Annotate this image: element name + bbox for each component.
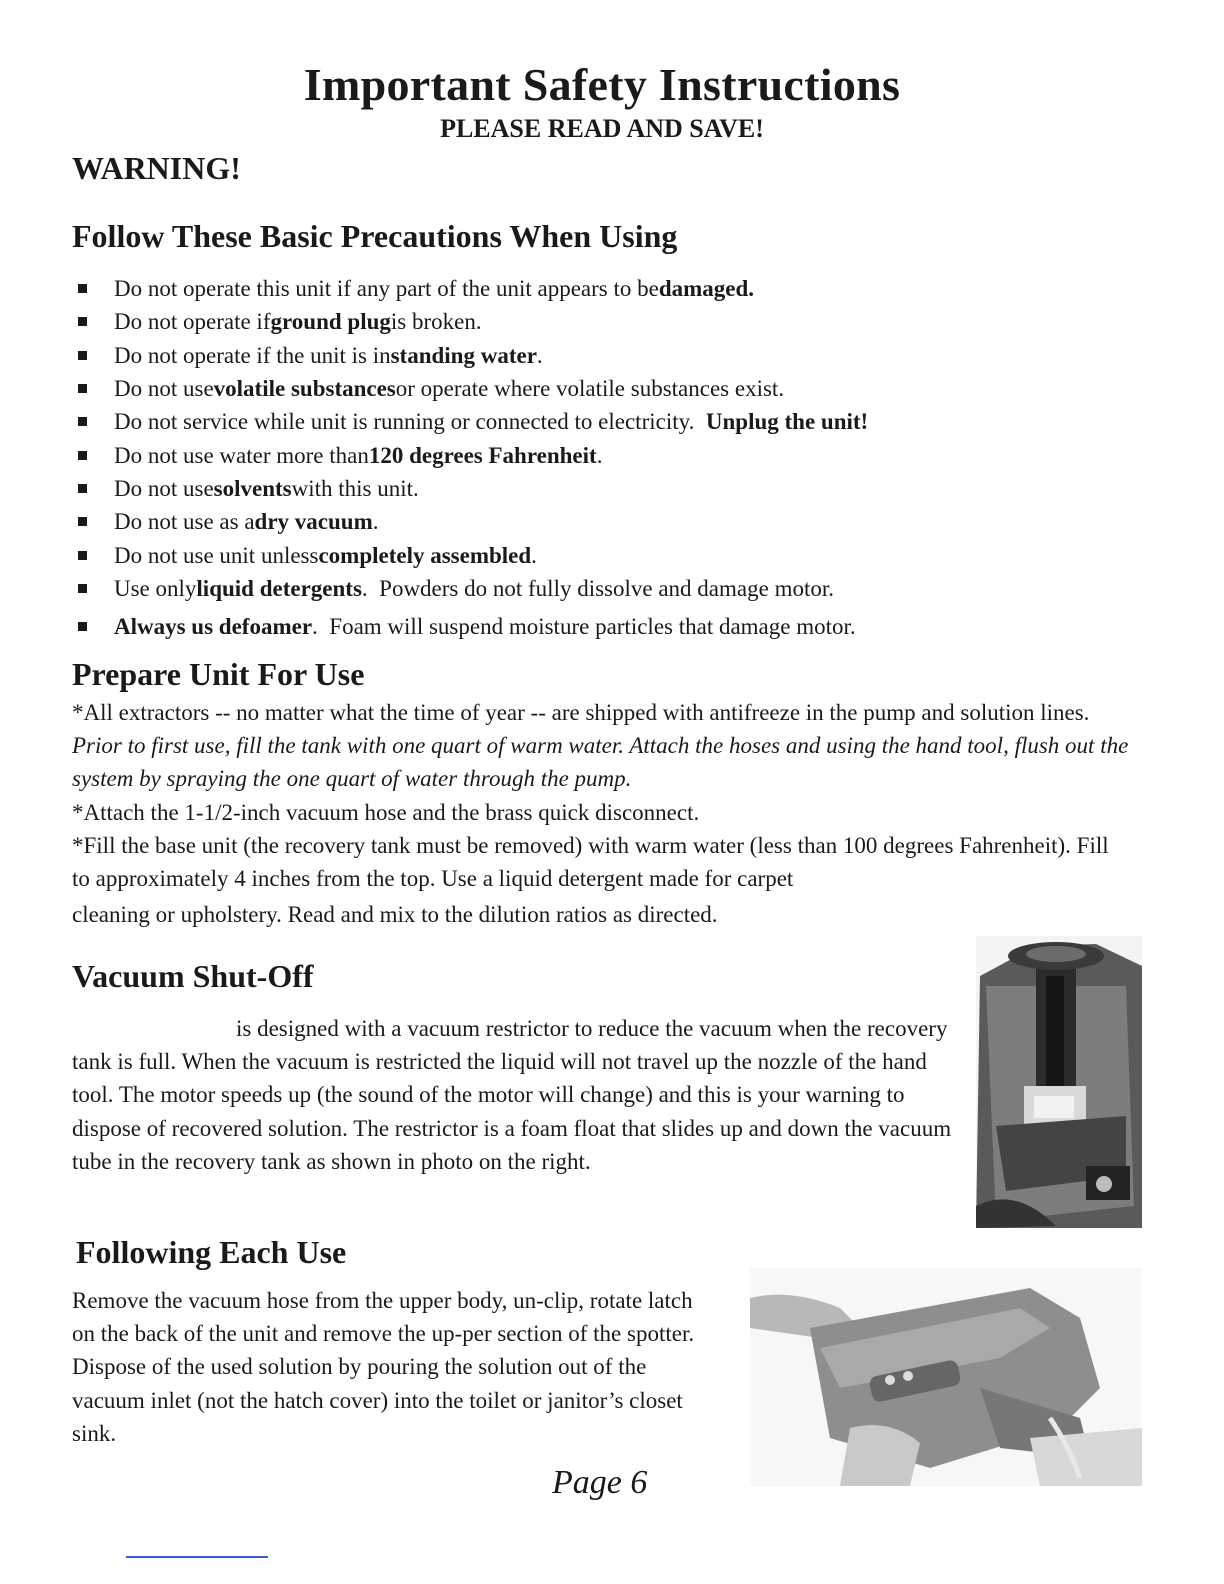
bullet-icon	[78, 417, 87, 426]
spotter-emptying-photo	[750, 1268, 1142, 1486]
recovery-tank-photo	[976, 936, 1142, 1228]
prepare-paragraph-2: *Attach the 1-1/2-inch vacuum hose and the brass quick disconnect.	[72, 799, 700, 825]
page-subtitle: PLEASE READ AND SAVE!	[440, 114, 764, 143]
precautions-heading: Follow These Basic Precautions When Using	[72, 218, 678, 254]
following-heading: Following Each Use	[76, 1234, 347, 1270]
bullet-icon	[78, 284, 87, 293]
bullet-icon	[78, 351, 87, 360]
list-item: Do not use solvents with this unit.	[78, 472, 1138, 505]
list-item: Do not use as a dry vacuum .	[78, 505, 1138, 538]
bullet-icon	[78, 384, 87, 393]
list-item: Do not operate if ground plug is broken.	[78, 305, 1138, 338]
list-item: Do not operate this unit if any part of the unit appears to be damaged.	[78, 272, 1138, 305]
divider	[126, 1556, 268, 1558]
prepare-paragraph-1: *All extractors -- no matter what the time of year -- are shipped with antifreeze in the pump and solution lines.	[72, 700, 1090, 725]
vacuum-text: is designed with a vacuum restrictor to reduce the vacuum when the recovery tank is full. When the vacuum is restricted the liquid will not travel up the nozzle of the hand tool. The motor speeds up (the sound of the motor will change) and this is your warning to dispose of recovered solution. The restrictor is a foam float that slides up and down the vacuum tube in the recovery tank as shown in photo on the right.	[72, 1016, 952, 1174]
list-item: Do not use volatile substances or operate where volatile substances exist.	[78, 372, 1138, 405]
bullet-icon	[78, 484, 87, 493]
vacuum-heading: Vacuum Shut-Off	[72, 958, 314, 994]
warning-heading: WARNING!	[72, 150, 241, 186]
following-body: Remove the vacuum hose from the upper body, un-clip, rotate latch on the back of the unit and remove the up-per section of the spotter. Dispose of the used solution by pouring the solution out of the vacuum inlet (not the hatch cover) into the toilet or janitor’s closet sink.	[72, 1288, 695, 1446]
bullet-icon	[78, 451, 87, 460]
page-title: Important Safety Instructions	[303, 59, 901, 110]
page-number: Page 6	[552, 1464, 648, 1501]
prepare-paragraph-3: *Fill the base unit (the recovery tank must be removed) with warm water (less than 100 degrees Fahrenheit). Fill to approximately 4 inches from the top. Use a liquid detergent made for carpet	[72, 832, 1109, 892]
prepare-paragraph-3-end: cleaning or upholstery. Read and mix to the dilution ratios as directed.	[72, 902, 718, 928]
list-item: Do not operate if the unit is in standing water .	[78, 339, 1138, 372]
precautions-list	[78, 272, 1138, 643]
list-item: Always us defoamer . Foam will suspend moisture particles that damage motor.	[78, 610, 1138, 643]
bullet-icon	[78, 317, 87, 326]
bullet-icon	[78, 517, 87, 526]
bullet-icon	[78, 622, 87, 631]
prepare-paragraph-1-italic: Prior to first use, fill the tank with one quart of warm water. Attach the hoses and using the hand tool, flush out the system by spraying the one quart of water through the pump.	[72, 733, 1129, 792]
list-item: Do not service while unit is running or connected to electricity. Unplug the unit!	[78, 405, 1138, 438]
prepare-heading: Prepare Unit For Use	[72, 656, 365, 692]
list-item: Do not use unit unless completely assembled .	[78, 538, 1138, 571]
list-item: Use only liquid detergents . Powders do not fully dissolve and damage motor.	[78, 572, 1138, 605]
list-item: Do not use water more than 120 degrees Fahrenheit .	[78, 438, 1138, 471]
bullet-icon	[78, 584, 87, 593]
vacuum-body	[72, 1012, 962, 1178]
prepare-body	[72, 696, 1132, 931]
bullet-icon	[78, 551, 87, 560]
